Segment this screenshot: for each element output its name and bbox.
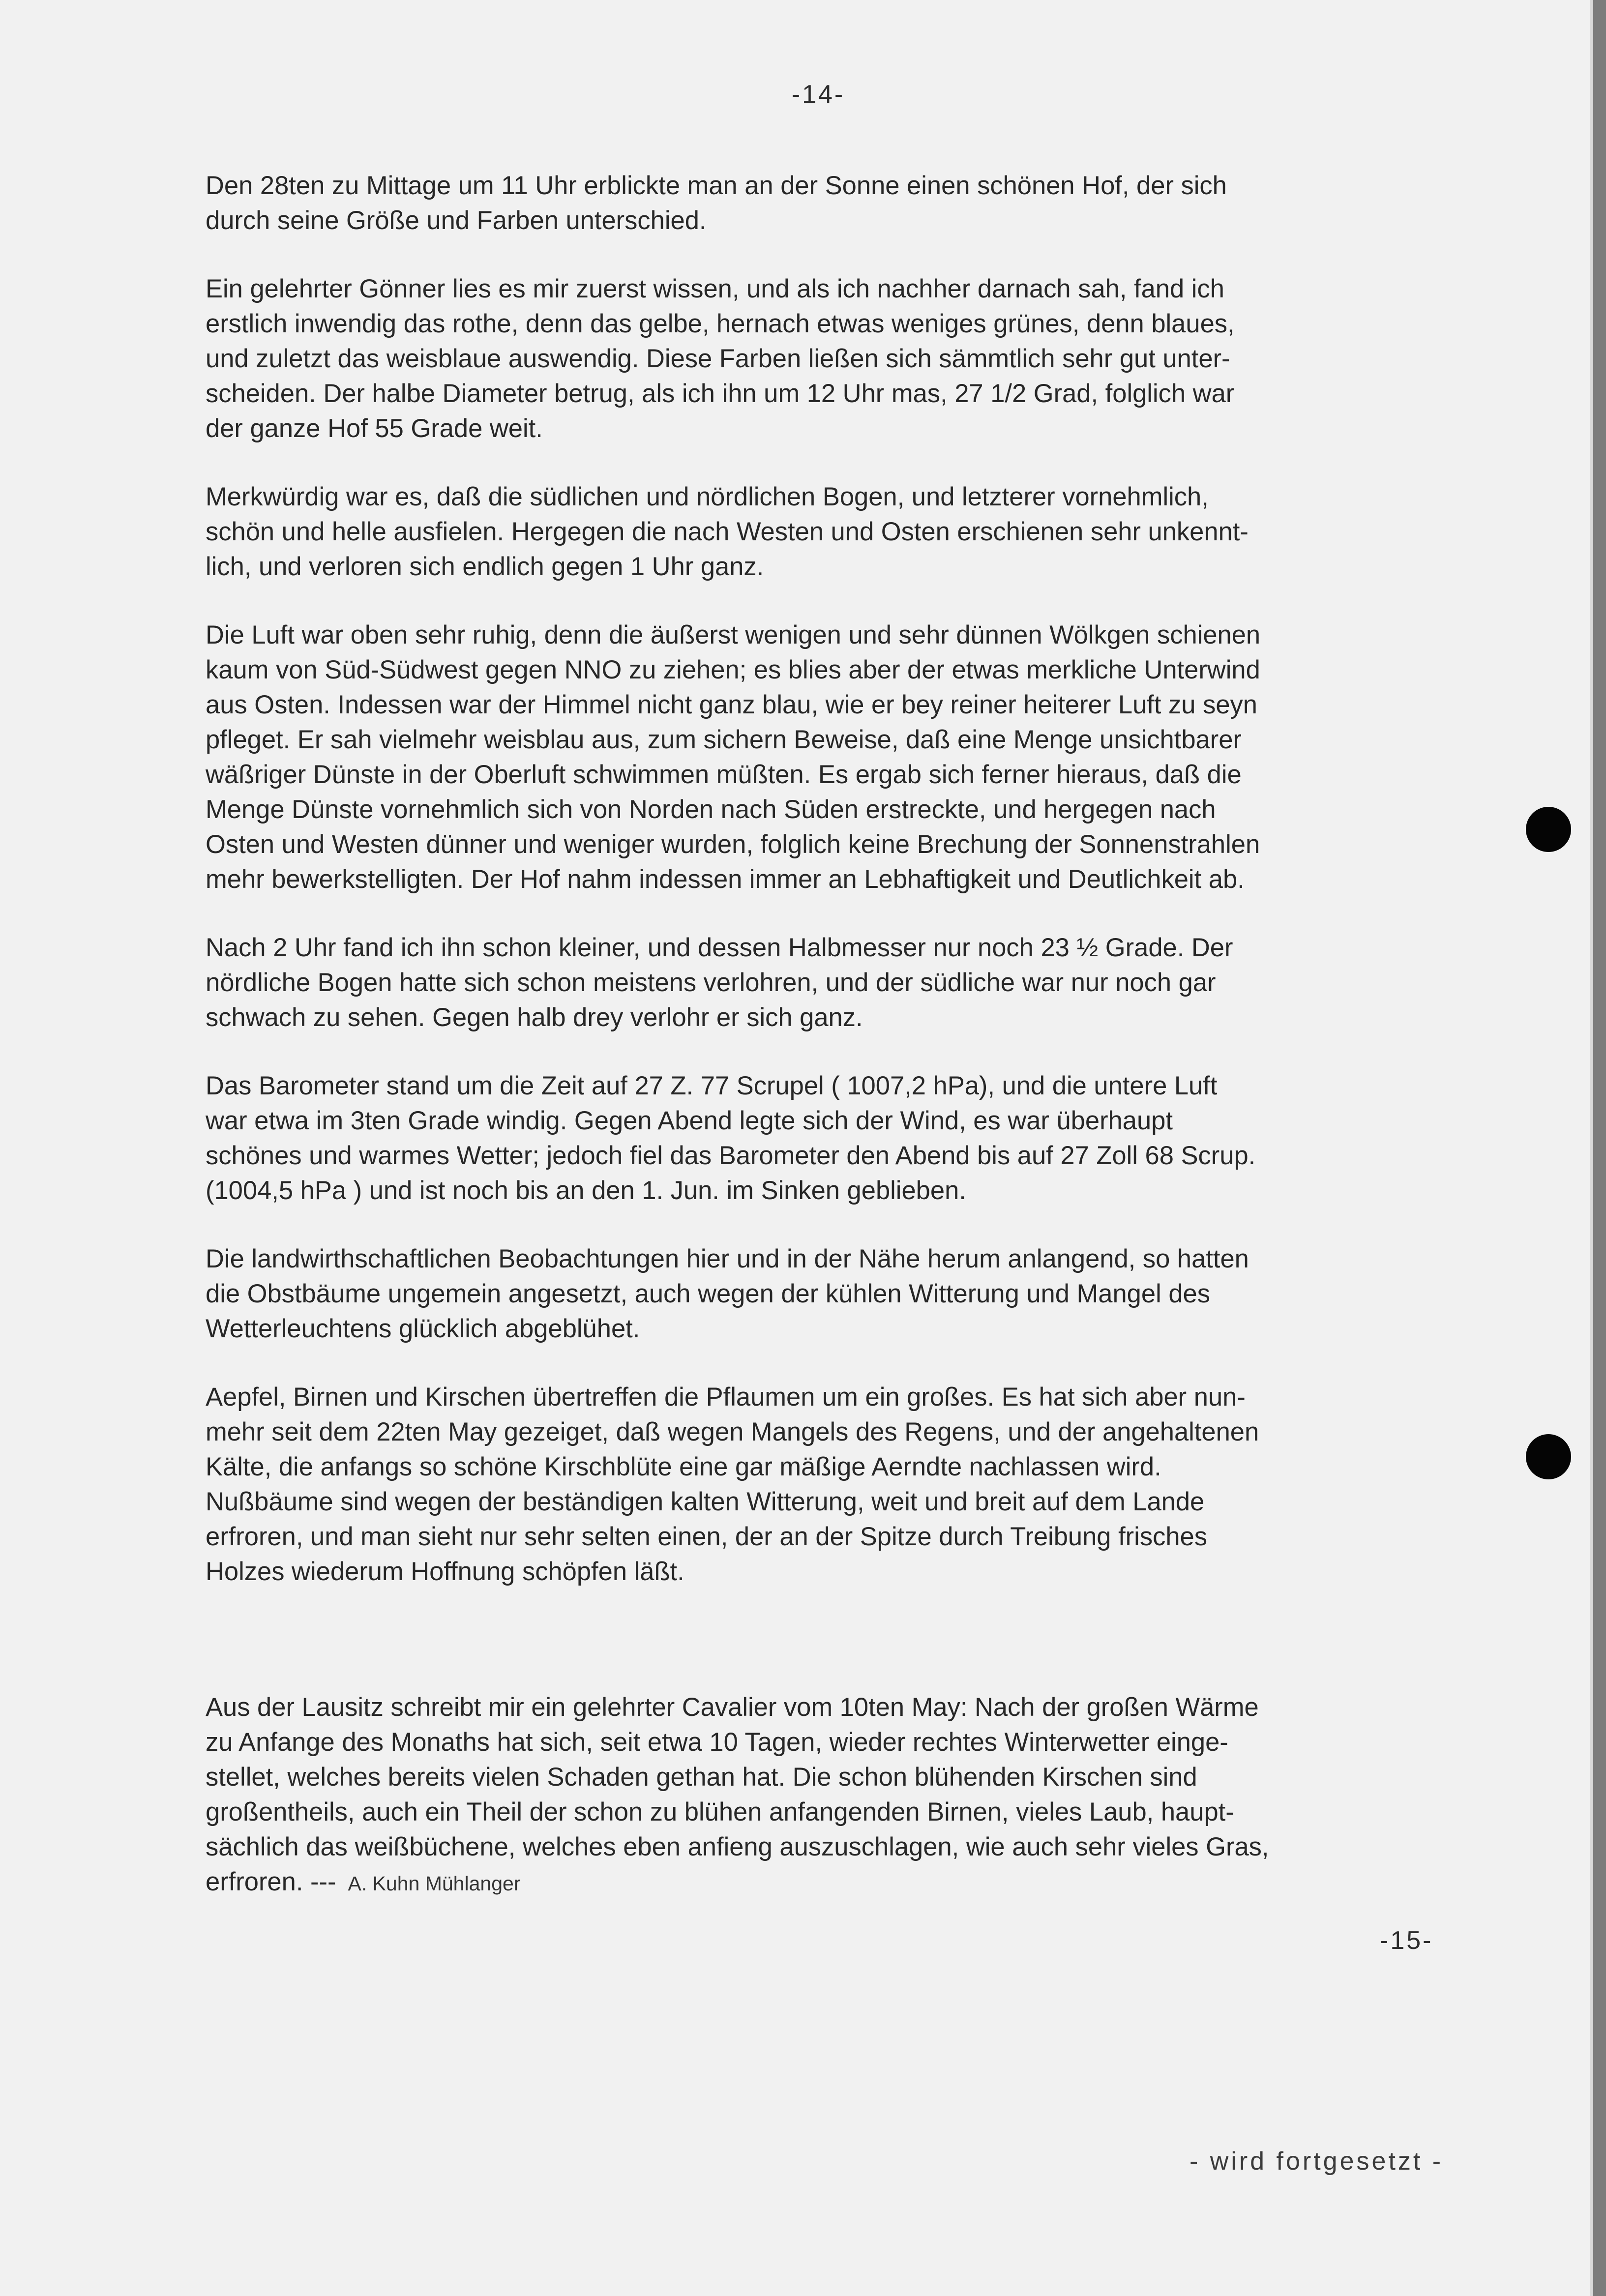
text-line: Die Luft war oben sehr ruhig, denn die äußerst wenigen und sehr dünnen Wölkgen schienen <box>206 620 1261 649</box>
paragraph-halo-colours <box>206 271 1455 446</box>
scan-edge <box>1593 0 1606 2296</box>
text-line: Wetterleuchtens glücklich abgeblühet. <box>206 1314 640 1343</box>
text-line: pfleget. Er sah vielmehr weisblau aus, zum sichern Beweise, daß eine Menge unsichtbarer <box>206 725 1242 754</box>
punch-hole-top <box>1526 807 1571 852</box>
text-line: erfroren, und man sieht nur sehr selten einen, der an der Spitze durch Treibung frisches <box>206 1522 1207 1551</box>
bottom-page-number: -15- <box>1380 1926 1433 1955</box>
text-line: Die landwirthschaftlichen Beobachtungen hier und in der Nähe herum anlangend, so hatten <box>206 1244 1249 1273</box>
text-line: wäßriger Dünste in der Oberluft schwimmen müßten. Es ergab sich ferner hieraus, daß die <box>206 760 1242 789</box>
text-line: schwach zu sehen. Gegen halb drey verlohr er sich ganz. <box>206 1003 863 1032</box>
paragraph-halo-fading <box>206 930 1455 1035</box>
paragraph-halo-observation <box>206 168 1455 238</box>
text-line <box>206 1864 1455 1901</box>
paragraph-agriculture <box>206 1241 1455 1346</box>
text-line: nördliche Bogen hatte sich schon meistens verlohren, und der südliche war nur noch gar <box>206 968 1216 997</box>
text-line: Menge Dünste vornehmlich sich von Norden nach Süden erstreckte, und hergegen nach <box>206 795 1216 824</box>
paragraph-fruit-trees <box>206 1380 1455 1589</box>
text-line: Kälte, die anfangs so schöne Kirschblüte eine gar mäßige Aerndte nachlassen wird. <box>206 1452 1161 1481</box>
text-line: die Obstbäume ungemein angesetzt, auch wegen der kühlen Witterung und Mangel des <box>206 1279 1210 1308</box>
text-line: der ganze Hof 55 Grade weit. <box>206 414 543 443</box>
text-line: sächlich das weißbüchene, welches eben anfieng auszuschlagen, wie auch sehr vieles Gras, <box>206 1832 1269 1861</box>
signature: A. Kuhn Mühlanger <box>348 1872 521 1895</box>
text-line: scheiden. Der halbe Diameter betrug, als ich ihn um 12 Uhr mas, 27 1/2 Grad, folglich war <box>206 379 1235 408</box>
text-line: mehr seit dem 22ten May gezeiget, daß wegen Mangels des Regens, und der angehaltenen <box>206 1417 1259 1446</box>
top-page-number: -14- <box>791 80 845 109</box>
text-line: kaum von Süd-Südwest gegen NNO zu ziehen; es blies aber der etwas merkliche Unterwind <box>206 655 1260 684</box>
document-body <box>206 168 1455 1935</box>
text-line: erstlich inwendig das rothe, denn das gelbe, hernach etwas weniges grünes, denn blaues, <box>206 309 1235 338</box>
text-line: großentheils, auch ein Theil der schon zu blühen anfangenden Birnen, vieles Laub, haupt- <box>206 1797 1234 1826</box>
text-line: Aepfel, Birnen und Kirschen übertreffen die Pflaumen um ein großes. Es hat sich aber nun- <box>206 1383 1246 1412</box>
text-line: und zuletzt das weisblaue auswendig. Diese Farben ließen sich sämmtlich sehr gut unter- <box>206 344 1230 373</box>
text-line: Aus der Lausitz schreibt mir ein gelehrter Cavalier vom 10ten May: Nach der großen Wärme <box>206 1693 1259 1722</box>
text-line: schön und helle ausfielen. Hergegen die nach Westen und Osten erschienen sehr unkennt- <box>206 517 1249 546</box>
text-line: mehr bewerkstelligten. Der Hof nahm indessen immer an Lebhaftigkeit und Deutlichkeit ab. <box>206 865 1245 894</box>
paragraph-air-conditions <box>206 618 1455 897</box>
punch-hole-bottom <box>1526 1434 1571 1479</box>
text-line: stellet, welches bereits vielen Schaden gethan hat. Die schon blühenden Kirschen sind <box>206 1763 1197 1792</box>
text-line: zu Anfange des Monaths hat sich, seit etwa 10 Tagen, wieder rechtes Winterwetter einge- <box>206 1728 1228 1757</box>
paragraph-halo-arcs <box>206 479 1455 584</box>
text-line: aus Osten. Indessen war der Himmel nicht ganz blau, wie er bey reiner heiterer Luft zu seyn <box>206 690 1257 719</box>
text-line: schönes und warmes Wetter; jedoch fiel das Barometer den Abend bis auf 27 Zoll 68 Scrup. <box>206 1141 1256 1170</box>
text-line: Osten und Westen dünner und weniger wurden, folglich keine Brechung der Sonnenstrahlen <box>206 830 1260 859</box>
text-line: Das Barometer stand um die Zeit auf 27 Z. 77 Scrupel ( 1007,2 hPa), und die untere Luft <box>206 1071 1218 1100</box>
text-line: lich, und verloren sich endlich gegen 1 Uhr ganz. <box>206 552 764 581</box>
text-line: Ein gelehrter Gönner lies es mir zuerst wissen, und als ich nachher darnach sah, fand ich <box>206 274 1224 303</box>
text-line: war etwa im 3ten Grade windig. Gegen Abend legte sich der Wind, es war überhaupt <box>206 1106 1173 1135</box>
continued-note: - wird fortgesetzt - <box>1190 2147 1444 2176</box>
paragraph-barometer <box>206 1068 1455 1208</box>
text-line: Den 28ten zu Mittage um 11 Uhr erblickte man an der Sonne einen schönen Hof, der sich <box>206 171 1227 200</box>
text-line: Holzes wiederum Hoffnung schöpfen läßt. <box>206 1557 684 1586</box>
text-line: durch seine Größe und Farben unterschied. <box>206 206 707 235</box>
final-line-text: erfroren. --- <box>206 1867 336 1896</box>
text-line: Merkwürdig war es, daß die südlichen und nördlichen Bogen, und letzterer vornehmlich, <box>206 482 1209 511</box>
text-line: (1004,5 hPa ) und ist noch bis an den 1. Jun. im Sinken geblieben. <box>206 1176 966 1205</box>
text-line: Nach 2 Uhr fand ich ihn schon kleiner, und dessen Halbmesser nur noch 23 ½ Grade. Der <box>206 933 1233 962</box>
text-line: Nußbäume sind wegen der beständigen kalten Witterung, weit und breit auf dem Lande <box>206 1487 1205 1516</box>
paragraph-lausitz-report <box>206 1690 1455 1901</box>
